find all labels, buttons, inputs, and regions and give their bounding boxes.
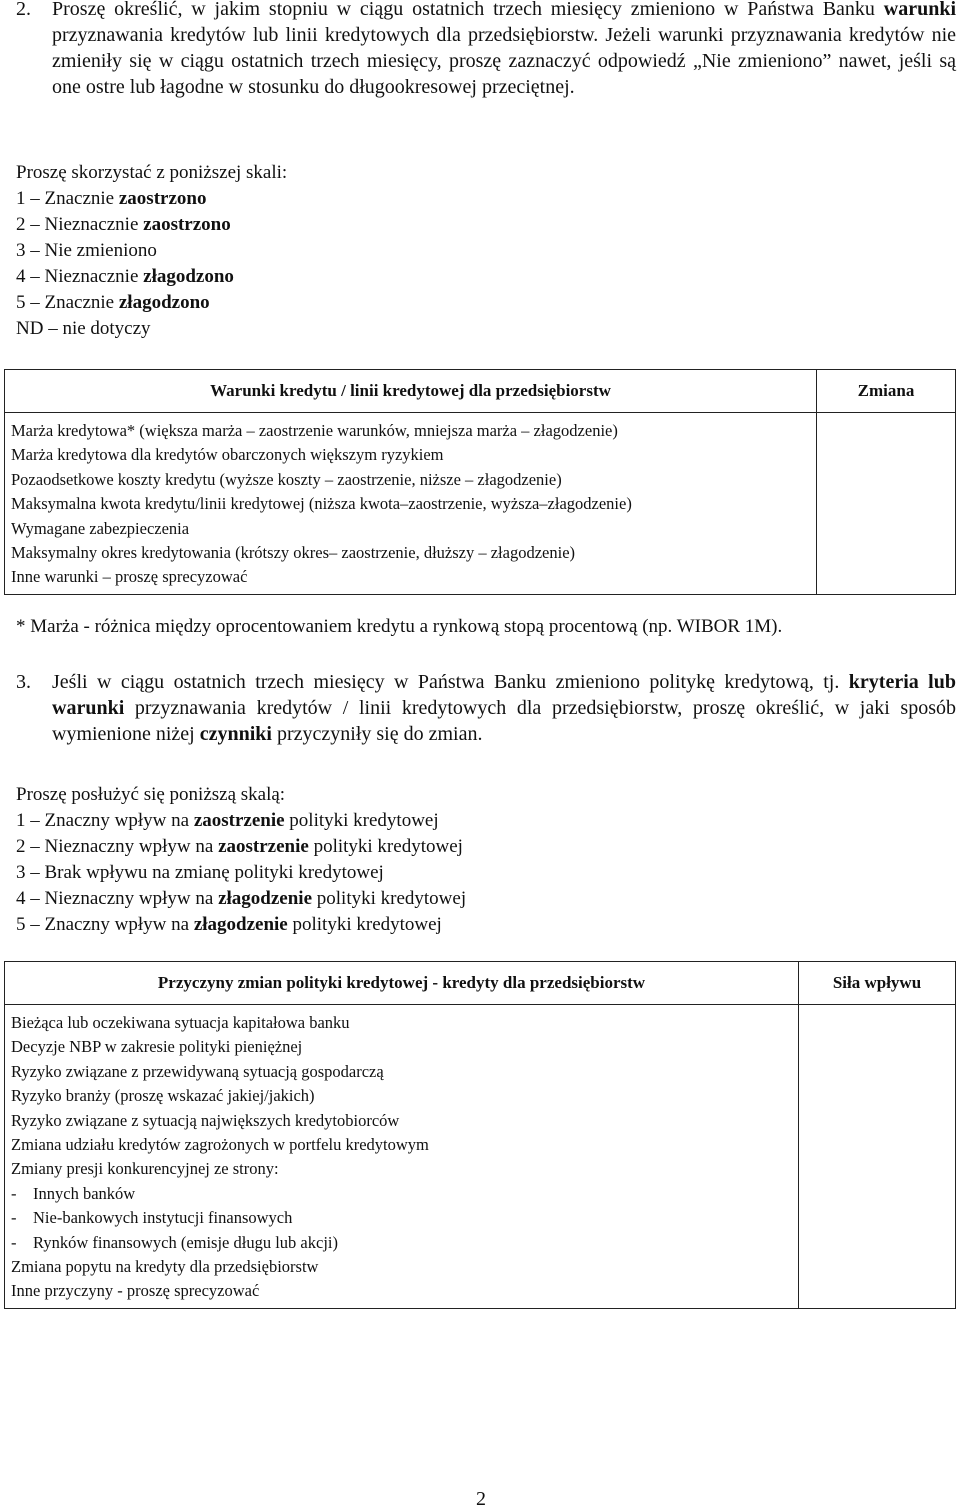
- scale-item: 1 – Znaczny wpływ na zaostrzenie polityki kredytowej: [16, 810, 439, 831]
- scale-item: 2 – Nieznacznie zaostrzono: [16, 214, 231, 235]
- table-row: Marża kredytowa dla kredytów obarczonych większym ryzykiem: [11, 445, 444, 465]
- credit-conditions-table: [4, 369, 956, 595]
- table-header-conditions: Warunki kredytu / linii kredytowej dla przedsiębiorstw: [5, 370, 817, 413]
- table-header-impact: Siła wpływu: [799, 962, 956, 1005]
- table-row: Zmiany presji konkurencyjnej ze strony:: [11, 1159, 279, 1179]
- impact-answer-cell[interactable]: [799, 1005, 956, 1309]
- scale-list-2: [16, 782, 466, 938]
- question-3-text: Jeśli w ciągu ostatnich trzech miesięcy w Państwa Banku zmieniono politykę kredytową, tj. kryteria lub warunki przyznawania kredytów / linii kredytowych dla przedsiębiorstw, proszę określić, w jaki sposób wymienione niżej czynniki przyczyniły się do zmian.: [52, 671, 956, 745]
- scale-item: 2 – Nieznaczny wpływ na zaostrzenie polityki kredytowej: [16, 836, 463, 857]
- table-row: Pozaodsetkowe koszty kredytu (wyższe koszty – zaostrzenie, niższe – złagodzenie): [11, 469, 562, 489]
- table-row: Maksymalna kwota kredytu/linii kredytowej (niższa kwota–zaostrzenie, wyższa–złagodzenie): [11, 494, 632, 514]
- scale-intro: Proszę skorzystać z poniższej skali:: [16, 162, 288, 183]
- scale-item: 1 – Znacznie zaostrzono: [16, 188, 207, 209]
- table-row: Decyzje NBP w zakresie polityki pieniężnej: [11, 1037, 303, 1057]
- table-row: - Rynków finansowych (emisje długu lub akcji): [11, 1232, 338, 1252]
- policy-reasons-table: [4, 961, 956, 1309]
- table-row: Ryzyko związane z sytuacją największych kredytobiorców: [11, 1110, 400, 1130]
- table-header-change: Zmiana: [817, 370, 956, 413]
- question-2: [16, 0, 956, 100]
- scale-intro: Proszę posłużyć się poniższą skalą:: [16, 784, 286, 805]
- scale-item: ND – nie dotyczy: [16, 318, 151, 339]
- table-row: Zmiana popytu na kredyty dla przedsiębiorstw: [11, 1257, 319, 1277]
- table-row: Zmiana udziału kredytów zagrożonych w portfelu kredytowym: [11, 1135, 429, 1155]
- reasons-list: [5, 1005, 799, 1309]
- question-2-number: 2.: [16, 0, 31, 20]
- table-row: Wymagane zabezpieczenia: [11, 518, 190, 538]
- table-row: - Innych banków: [11, 1183, 136, 1203]
- scale-item: 3 – Nie zmieniono: [16, 240, 157, 261]
- table-row: Maksymalny okres kredytowania (krótszy okres– zaostrzenie, dłuższy – złagodzenie): [11, 543, 576, 563]
- question-3-number: 3.: [16, 671, 31, 693]
- table-row: Ryzyko związane z przewidywaną sytuacją gospodarczą: [11, 1061, 384, 1081]
- page-number: 2: [476, 1488, 486, 1510]
- scale-item: 4 – Nieznaczny wpływ na złagodzenie polityki kredytowej: [16, 888, 467, 909]
- table-row: Inne przyczyny - proszę sprecyzować: [11, 1281, 260, 1301]
- table-row: - Nie-bankowych instytucji finansowych: [11, 1208, 293, 1228]
- question-3: [16, 669, 956, 747]
- change-answer-cell[interactable]: [817, 413, 956, 595]
- footnote: * Marża - różnica między oprocentowaniem kredytu a rynkową stopą procentową (np. WIBOR 1M).: [16, 616, 783, 637]
- table-row: Marża kredytowa* (większa marża – zaostrzenie warunków, mniejsza marża – złagodzenie): [11, 421, 618, 440]
- scale-list-1: [16, 160, 287, 342]
- table-header-reasons: Przyczyny zmian polityki kredytowej - kredyty dla przedsiębiorstw: [5, 962, 799, 1005]
- question-2-text: Proszę określić, w jakim stopniu w ciągu ostatnich trzech miesięcy zmieniono w Państwa Banku warunki przyznawania kredytów lub linii kredytowych dla przedsiębiorstw. Jeżeli warunki przyznawania kredytów nie zmieniły się w ciągu ostatnich trzech miesięcy, proszę zaznaczyć odpowiedź „Nie zmieniono” nawet, jeśli są one ostre lub łagodne w stosunku do długookresowej przeciętnej.: [52, 0, 956, 98]
- table-row: Ryzyko branży (proszę wskazać jakiej/jakich): [11, 1086, 315, 1106]
- scale-item: 5 – Znacznie złagodzono: [16, 292, 210, 313]
- scale-item: 5 – Znaczny wpływ na złagodzenie polityki kredytowej: [16, 914, 442, 935]
- scale-item: 3 – Brak wpływu na zmianę polityki kredytowej: [16, 862, 384, 883]
- scale-item: 4 – Nieznacznie złagodzono: [16, 266, 234, 287]
- conditions-list: [5, 413, 817, 595]
- table-row: Inne warunki – proszę sprecyzować: [11, 567, 248, 587]
- table-row: Bieżąca lub oczekiwana sytuacja kapitałowa banku: [11, 1013, 350, 1032]
